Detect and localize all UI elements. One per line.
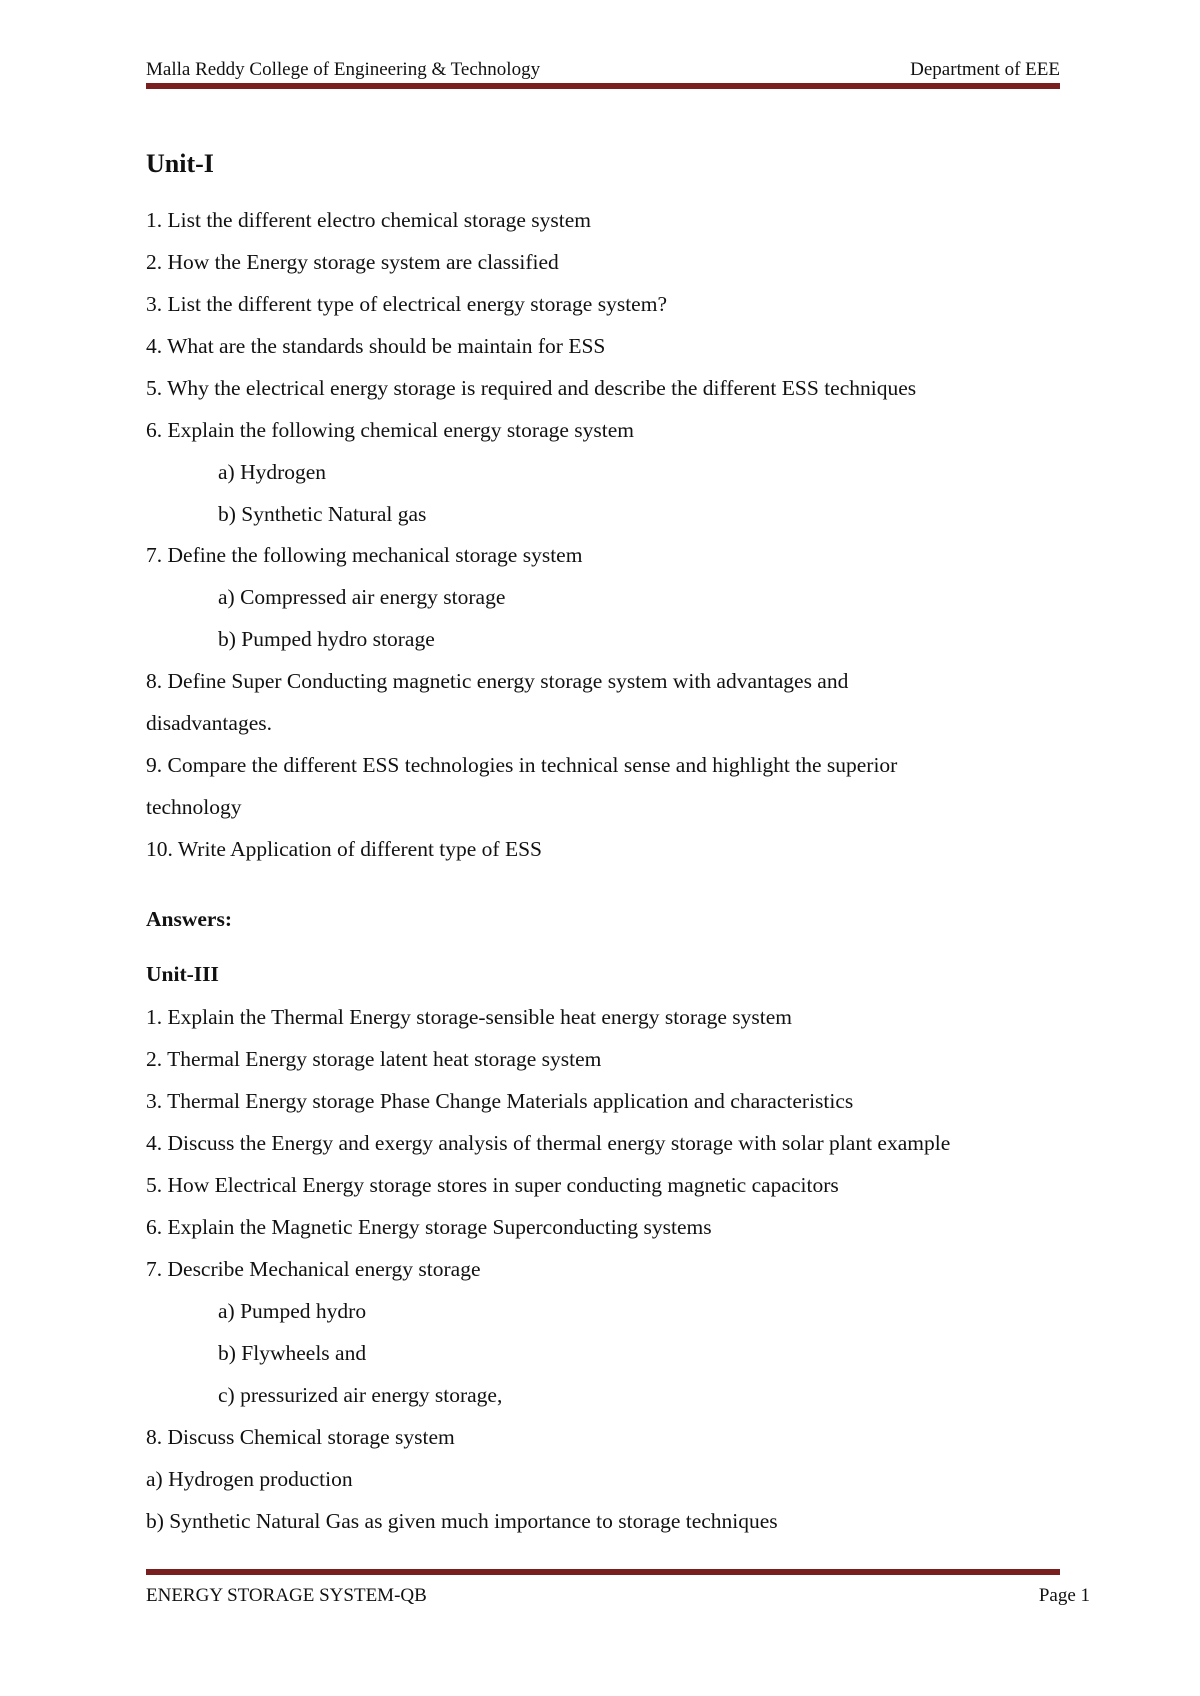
unit-1-question-continued: disadvantages. xyxy=(146,711,272,735)
unit-3-subitem: c) pressurized air energy storage, xyxy=(218,1383,503,1407)
unit-3-subitem: a) Hydrogen production xyxy=(146,1467,353,1491)
unit-1-subitem: b) Pumped hydro storage xyxy=(218,627,435,651)
unit-1-question-continued: technology xyxy=(146,795,242,819)
unit-1-question: 7. Define the following mechanical storage system xyxy=(146,543,583,567)
page-footer xyxy=(146,1583,1090,1609)
page-number: Page 1 xyxy=(1038,1585,1090,1606)
unit-1-subitem: b) Synthetic Natural gas xyxy=(218,502,427,526)
unit-1-question: 8. Define Super Conducting magnetic energy storage system with advantages and xyxy=(146,669,849,693)
unit-1-question: 1. List the different electro chemical storage system xyxy=(146,208,591,232)
unit-1-heading: Unit-I xyxy=(146,149,214,178)
unit-1-question: 4. What are the standards should be maintain for ESS xyxy=(146,334,606,358)
unit-1-question: 9. Compare the different ESS technologies in technical sense and highlight the superior xyxy=(146,753,898,777)
answers-heading: Answers: xyxy=(146,907,232,931)
page-header xyxy=(146,58,1060,82)
unit-1-question: 6. Explain the following chemical energy storage system xyxy=(146,418,635,442)
document-title: ENERGY STORAGE SYSTEM-QB xyxy=(146,1585,427,1606)
unit-3-question: 8. Discuss Chemical storage system xyxy=(146,1425,455,1449)
unit-3-question: 4. Discuss the Energy and exergy analysis of thermal energy storage with solar plant example xyxy=(146,1131,951,1155)
footer-rule xyxy=(146,1569,1060,1575)
unit-1-subitem: a) Compressed air energy storage xyxy=(218,585,506,609)
unit-1-question: 2. How the Energy storage system are classified xyxy=(146,250,559,274)
unit-3-question: 7. Describe Mechanical energy storage xyxy=(146,1257,481,1281)
unit-3-heading: Unit-III xyxy=(146,962,219,986)
unit-3-question: 1. Explain the Thermal Energy storage-sensible heat energy storage system xyxy=(146,1005,793,1029)
unit-3-subitem: b) Flywheels and xyxy=(218,1341,367,1365)
unit-3-subitem: b) Synthetic Natural Gas as given much importance to storage techniques xyxy=(146,1509,778,1533)
institution-name: Malla Reddy College of Engineering & Technology xyxy=(146,59,541,80)
header-rule xyxy=(146,83,1060,89)
unit-3-question: 3. Thermal Energy storage Phase Change Materials application and characteristics xyxy=(146,1089,854,1113)
unit-1-question: 10. Write Application of different type of ESS xyxy=(146,837,543,861)
unit-3-subitem: a) Pumped hydro xyxy=(218,1299,367,1323)
unit-3-question: 6. Explain the Magnetic Energy storage Superconducting systems xyxy=(146,1215,712,1239)
unit-1-question: 5. Why the electrical energy storage is required and describe the different ESS techniques xyxy=(146,376,917,400)
unit-3-question: 5. How Electrical Energy storage stores in super conducting magnetic capacitors xyxy=(146,1173,839,1197)
department-name: Department of EEE xyxy=(910,59,1060,80)
unit-3-question: 2. Thermal Energy storage latent heat storage system xyxy=(146,1047,602,1071)
unit-1-question: 3. List the different type of electrical energy storage system? xyxy=(146,292,667,316)
unit-1-subitem: a) Hydrogen xyxy=(218,460,327,484)
